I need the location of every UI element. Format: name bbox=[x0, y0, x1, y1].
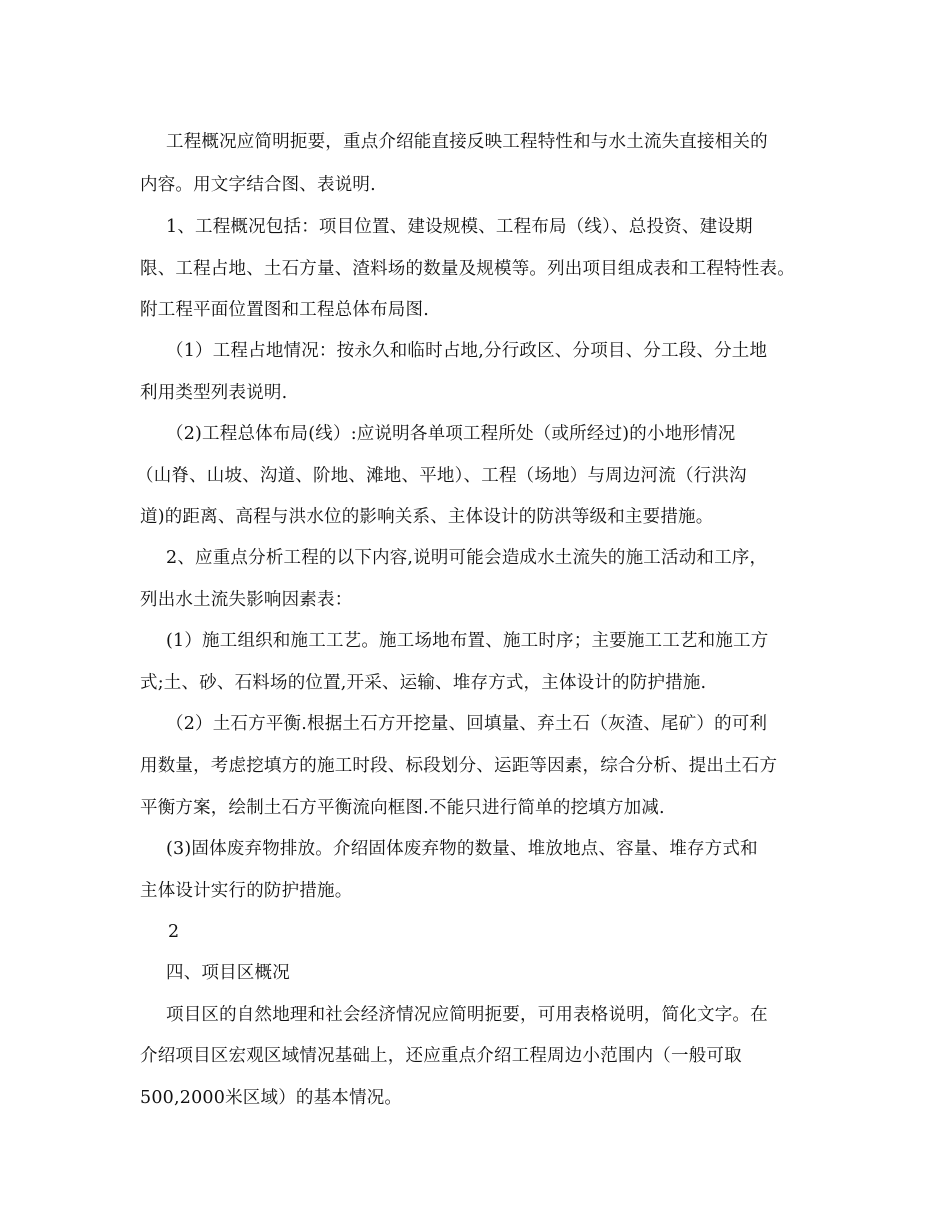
paragraph-line-7: 利用类型列表说明. bbox=[140, 383, 288, 403]
paragraph-line-24: 500,2000米区域）的基本情况。 bbox=[140, 1088, 403, 1108]
paragraph-line-14: 式;土、砂、石料场的位置,开采、运输、堆存方式，主体设计的防护措施. bbox=[140, 673, 707, 693]
paragraph-line-3: 1、工程概况包括：项目位置、建设规模、工程布局（线）、总投资、建设期 bbox=[166, 217, 753, 237]
section-heading: 四、项目区概况 bbox=[166, 963, 290, 983]
paragraph-line-15: （2）土石方平衡.根据土石方开挖量、回填量、弃土石（灰渣、尾矿）的可利 bbox=[166, 714, 768, 734]
page-number: 2 bbox=[168, 922, 180, 942]
paragraph-line-10: 道)的距离、高程与洪水位的影响关系、主体设计的防洪等级和主要措施。 bbox=[140, 507, 714, 527]
paragraph-line-23: 介绍项目区宏观区域情况基础上，还应重点介绍工程周边小范围内（一般可取 bbox=[140, 1046, 742, 1066]
paragraph-line-17: 平衡方案，绘制土石方平衡流向框图.不能只进行简单的挖填方加减. bbox=[140, 798, 665, 818]
paragraph-line-13: (1）施工组织和施工工艺。施工场地布置、施工时序；主要施工工艺和施工方 bbox=[166, 631, 769, 651]
paragraph-line-19: 主体设计实行的防护措施。 bbox=[140, 881, 353, 901]
paragraph-line-8: （2)工程总体布局(线）:应说明各单项工程所处（或所经过)的小地形情况 bbox=[166, 424, 736, 444]
paragraph-line-2: 内容。用文字结合图、表说明. bbox=[140, 175, 376, 195]
paragraph-line-1: 工程概况应简明扼要，重点介绍能直接反映工程特性和与水土流失直接相关的 bbox=[166, 132, 768, 152]
paragraph-line-6: （1）工程占地情况：按永久和临时占地,分行政区、分项目、分工段、分土地 bbox=[166, 341, 768, 361]
paragraph-line-16: 用数量，考虑挖填方的施工时段、标段划分、运距等因素，综合分析、提出土石方 bbox=[140, 756, 778, 776]
paragraph-line-4: 限、工程占地、土石方量、渣料场的数量及规模等。列出项目组成表和工程特性表。 bbox=[140, 259, 795, 279]
paragraph-line-11: 2、应重点分析工程的以下内容,说明可能会造成水土流失的施工活动和工序， bbox=[166, 548, 768, 568]
paragraph-line-22: 项目区的自然地理和社会经济情况应简明扼要，可用表格说明，简化文字。在 bbox=[166, 1005, 768, 1025]
paragraph-line-12: 列出水土流失影响因素表： bbox=[140, 590, 353, 610]
paragraph-line-18: (3)固体废弃物排放。介绍固体废弃物的数量、堆放地点、容量、堆存方式和 bbox=[166, 839, 758, 859]
paragraph-line-5: 附工程平面位置图和工程总体布局图. bbox=[140, 300, 429, 320]
paragraph-line-9: （山脊、山坡、沟道、阶地、滩地、平地）、工程（场地）与周边河流（行洪沟 bbox=[136, 466, 747, 486]
